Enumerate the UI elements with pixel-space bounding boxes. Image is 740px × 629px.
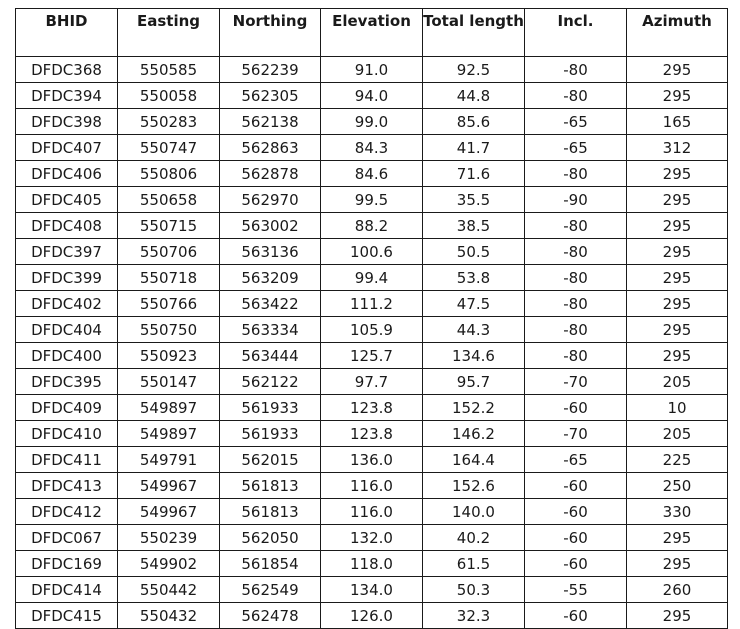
cell-azimuth: 165: [627, 109, 728, 135]
cell-northing: 562239: [220, 57, 321, 83]
cell-incl: -65: [525, 447, 627, 473]
cell-bhid: DFDC407: [16, 135, 118, 161]
cell-azimuth: 260: [627, 577, 728, 603]
cell-elevation: 111.2: [321, 291, 423, 317]
drillhole-table: [15, 8, 728, 629]
table-row: [16, 473, 728, 499]
cell-incl: -80: [525, 265, 627, 291]
cell-easting: 550585: [118, 57, 220, 83]
cell-incl: -80: [525, 83, 627, 109]
cell-easting: 550747: [118, 135, 220, 161]
cell-bhid: DFDC368: [16, 57, 118, 83]
table-row: [16, 291, 728, 317]
cell-azimuth: 10: [627, 395, 728, 421]
table-row: [16, 83, 728, 109]
cell-total-length: 44.8: [423, 83, 525, 109]
cell-elevation: 97.7: [321, 369, 423, 395]
cell-northing: 563444: [220, 343, 321, 369]
cell-azimuth: 295: [627, 239, 728, 265]
cell-azimuth: 205: [627, 421, 728, 447]
cell-elevation: 116.0: [321, 473, 423, 499]
cell-incl: -60: [525, 499, 627, 525]
cell-azimuth: 205: [627, 369, 728, 395]
cell-easting: 550766: [118, 291, 220, 317]
cell-bhid: DFDC397: [16, 239, 118, 265]
header-bhid: BHID: [16, 9, 118, 57]
table-row: [16, 265, 728, 291]
table-row: [16, 187, 728, 213]
table-row: [16, 109, 728, 135]
cell-easting: 550147: [118, 369, 220, 395]
cell-northing: 563422: [220, 291, 321, 317]
cell-northing: 563334: [220, 317, 321, 343]
cell-bhid: DFDC398: [16, 109, 118, 135]
cell-elevation: 99.0: [321, 109, 423, 135]
cell-elevation: 94.0: [321, 83, 423, 109]
cell-incl: -65: [525, 109, 627, 135]
cell-bhid: DFDC409: [16, 395, 118, 421]
header-easting: Easting: [118, 9, 220, 57]
cell-bhid: DFDC404: [16, 317, 118, 343]
cell-azimuth: 295: [627, 291, 728, 317]
cell-total-length: 164.4: [423, 447, 525, 473]
cell-northing: 561813: [220, 499, 321, 525]
cell-azimuth: 295: [627, 265, 728, 291]
cell-easting: 549791: [118, 447, 220, 473]
table-row: [16, 499, 728, 525]
cell-easting: 549967: [118, 499, 220, 525]
cell-northing: 562050: [220, 525, 321, 551]
table-row: [16, 447, 728, 473]
table-row: [16, 57, 728, 83]
cell-elevation: 99.5: [321, 187, 423, 213]
cell-easting: 550058: [118, 83, 220, 109]
table-row: [16, 395, 728, 421]
table-row: [16, 161, 728, 187]
cell-easting: 549897: [118, 395, 220, 421]
header-azimuth: Azimuth: [627, 9, 728, 57]
cell-total-length: 40.2: [423, 525, 525, 551]
cell-elevation: 126.0: [321, 603, 423, 629]
cell-bhid: DFDC400: [16, 343, 118, 369]
cell-incl: -80: [525, 239, 627, 265]
cell-northing: 562122: [220, 369, 321, 395]
cell-northing: 562878: [220, 161, 321, 187]
cell-azimuth: 250: [627, 473, 728, 499]
cell-easting: 550750: [118, 317, 220, 343]
header-elevation: Elevation: [321, 9, 423, 57]
cell-total-length: 152.2: [423, 395, 525, 421]
cell-easting: 550432: [118, 603, 220, 629]
cell-bhid: DFDC067: [16, 525, 118, 551]
cell-northing: 562549: [220, 577, 321, 603]
cell-elevation: 116.0: [321, 499, 423, 525]
cell-bhid: DFDC410: [16, 421, 118, 447]
cell-northing: 563136: [220, 239, 321, 265]
cell-azimuth: 295: [627, 161, 728, 187]
cell-incl: -60: [525, 395, 627, 421]
cell-total-length: 152.6: [423, 473, 525, 499]
cell-elevation: 88.2: [321, 213, 423, 239]
header-row: [16, 9, 728, 57]
cell-easting: 549967: [118, 473, 220, 499]
cell-easting: 550718: [118, 265, 220, 291]
cell-total-length: 61.5: [423, 551, 525, 577]
table-row: [16, 135, 728, 161]
header-total-length: Total length: [423, 9, 525, 57]
cell-bhid: DFDC395: [16, 369, 118, 395]
cell-incl: -80: [525, 161, 627, 187]
cell-azimuth: 295: [627, 343, 728, 369]
table-row: [16, 577, 728, 603]
cell-elevation: 84.6: [321, 161, 423, 187]
cell-total-length: 92.5: [423, 57, 525, 83]
cell-bhid: DFDC408: [16, 213, 118, 239]
cell-total-length: 38.5: [423, 213, 525, 239]
cell-bhid: DFDC413: [16, 473, 118, 499]
cell-total-length: 44.3: [423, 317, 525, 343]
cell-total-length: 50.5: [423, 239, 525, 265]
cell-elevation: 105.9: [321, 317, 423, 343]
cell-easting: 550706: [118, 239, 220, 265]
cell-northing: 562138: [220, 109, 321, 135]
cell-azimuth: 295: [627, 525, 728, 551]
cell-elevation: 134.0: [321, 577, 423, 603]
cell-bhid: DFDC399: [16, 265, 118, 291]
cell-bhid: DFDC406: [16, 161, 118, 187]
cell-azimuth: 295: [627, 187, 728, 213]
table-row: [16, 369, 728, 395]
cell-total-length: 95.7: [423, 369, 525, 395]
cell-azimuth: 295: [627, 57, 728, 83]
cell-elevation: 125.7: [321, 343, 423, 369]
cell-northing: 561854: [220, 551, 321, 577]
cell-northing: 562970: [220, 187, 321, 213]
cell-total-length: 35.5: [423, 187, 525, 213]
cell-azimuth: 312: [627, 135, 728, 161]
cell-elevation: 132.0: [321, 525, 423, 551]
cell-northing: 562863: [220, 135, 321, 161]
cell-northing: 561813: [220, 473, 321, 499]
cell-incl: -80: [525, 291, 627, 317]
cell-northing: 562015: [220, 447, 321, 473]
cell-bhid: DFDC411: [16, 447, 118, 473]
cell-incl: -80: [525, 57, 627, 83]
cell-easting: 550806: [118, 161, 220, 187]
cell-incl: -90: [525, 187, 627, 213]
cell-incl: -80: [525, 213, 627, 239]
cell-northing: 563209: [220, 265, 321, 291]
table-row: [16, 317, 728, 343]
cell-bhid: DFDC169: [16, 551, 118, 577]
cell-easting: 550239: [118, 525, 220, 551]
cell-northing: 561933: [220, 421, 321, 447]
table-row: [16, 421, 728, 447]
header-northing: Northing: [220, 9, 321, 57]
cell-northing: 563002: [220, 213, 321, 239]
cell-incl: -55: [525, 577, 627, 603]
cell-total-length: 146.2: [423, 421, 525, 447]
cell-azimuth: 295: [627, 603, 728, 629]
header-incl: Incl.: [525, 9, 627, 57]
table-row: [16, 525, 728, 551]
cell-elevation: 91.0: [321, 57, 423, 83]
cell-easting: 550283: [118, 109, 220, 135]
cell-elevation: 123.8: [321, 421, 423, 447]
cell-total-length: 50.3: [423, 577, 525, 603]
cell-easting: 550442: [118, 577, 220, 603]
cell-incl: -60: [525, 603, 627, 629]
cell-northing: 562478: [220, 603, 321, 629]
table-header: [16, 9, 728, 57]
cell-northing: 561933: [220, 395, 321, 421]
cell-bhid: DFDC412: [16, 499, 118, 525]
cell-total-length: 32.3: [423, 603, 525, 629]
cell-total-length: 47.5: [423, 291, 525, 317]
cell-incl: -70: [525, 369, 627, 395]
table-row: [16, 343, 728, 369]
cell-easting: 549902: [118, 551, 220, 577]
table-row: [16, 239, 728, 265]
cell-azimuth: 295: [627, 551, 728, 577]
cell-elevation: 100.6: [321, 239, 423, 265]
cell-incl: -70: [525, 421, 627, 447]
cell-azimuth: 295: [627, 317, 728, 343]
cell-total-length: 85.6: [423, 109, 525, 135]
table-row: [16, 213, 728, 239]
cell-elevation: 118.0: [321, 551, 423, 577]
cell-bhid: DFDC402: [16, 291, 118, 317]
cell-easting: 550658: [118, 187, 220, 213]
cell-incl: -80: [525, 317, 627, 343]
cell-bhid: DFDC414: [16, 577, 118, 603]
cell-easting: 549897: [118, 421, 220, 447]
cell-total-length: 53.8: [423, 265, 525, 291]
cell-easting: 550715: [118, 213, 220, 239]
cell-total-length: 134.6: [423, 343, 525, 369]
cell-azimuth: 225: [627, 447, 728, 473]
cell-bhid: DFDC415: [16, 603, 118, 629]
cell-total-length: 140.0: [423, 499, 525, 525]
cell-elevation: 123.8: [321, 395, 423, 421]
table-row: [16, 551, 728, 577]
cell-incl: -60: [525, 551, 627, 577]
cell-incl: -80: [525, 343, 627, 369]
cell-azimuth: 295: [627, 213, 728, 239]
cell-elevation: 99.4: [321, 265, 423, 291]
cell-elevation: 136.0: [321, 447, 423, 473]
cell-bhid: DFDC394: [16, 83, 118, 109]
cell-bhid: DFDC405: [16, 187, 118, 213]
cell-incl: -60: [525, 525, 627, 551]
cell-azimuth: 295: [627, 83, 728, 109]
cell-incl: -60: [525, 473, 627, 499]
cell-easting: 550923: [118, 343, 220, 369]
cell-northing: 562305: [220, 83, 321, 109]
cell-elevation: 84.3: [321, 135, 423, 161]
cell-total-length: 41.7: [423, 135, 525, 161]
cell-total-length: 71.6: [423, 161, 525, 187]
cell-incl: -65: [525, 135, 627, 161]
cell-azimuth: 330: [627, 499, 728, 525]
table-body: [16, 57, 728, 629]
table-row: [16, 603, 728, 629]
